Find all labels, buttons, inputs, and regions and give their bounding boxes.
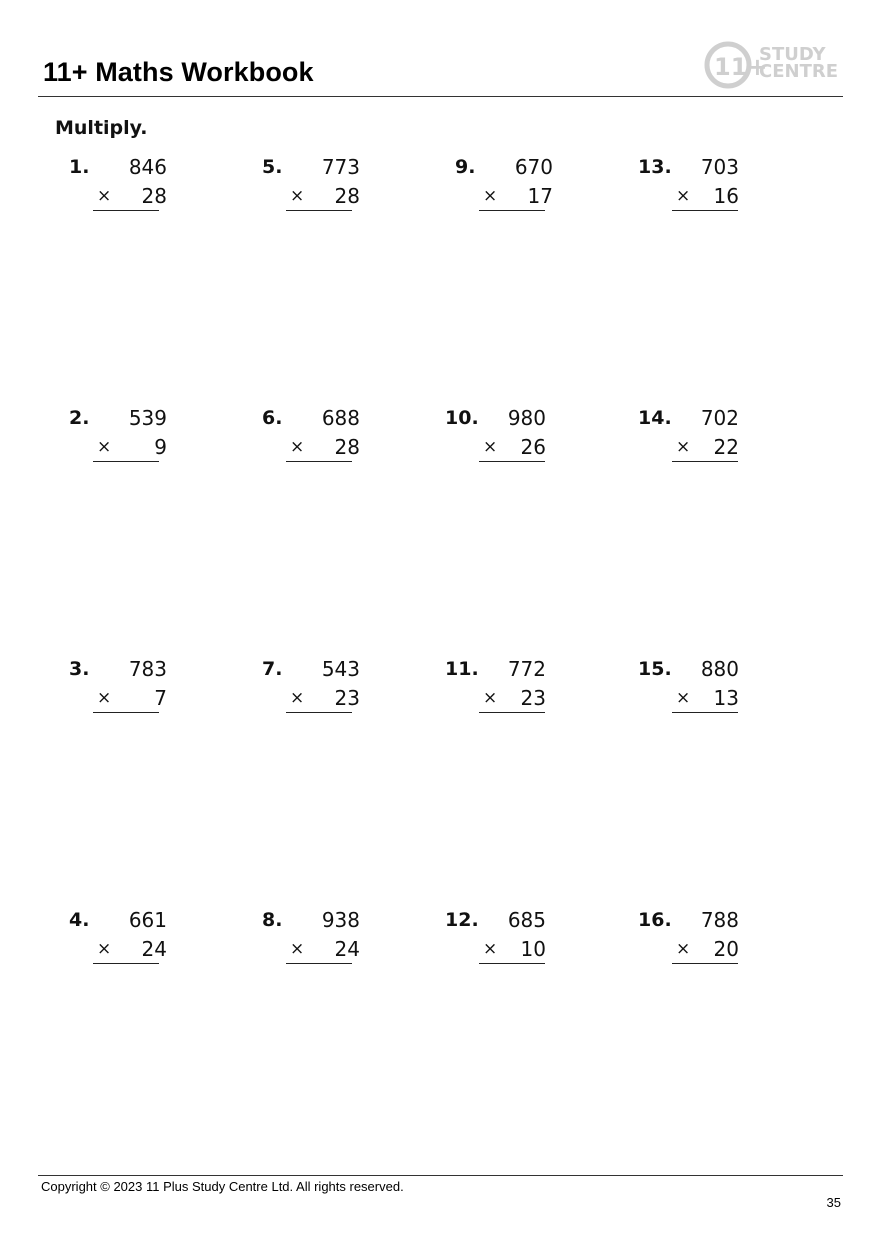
multiplicand: 772 [507, 657, 546, 681]
logo-mark: 11+ [714, 53, 768, 81]
multiplier: 28 [141, 184, 167, 208]
multiplicand: 670 [514, 155, 553, 179]
logo-circle-icon [703, 40, 768, 92]
instruction-text: Multiply. [55, 117, 148, 139]
multiplicand: 688 [321, 406, 360, 430]
problem-5 [262, 155, 392, 215]
problem-number: 5. [262, 156, 283, 178]
multiplier: 17 [527, 184, 553, 208]
times-sign: × [290, 688, 305, 708]
problem-number: 1. [69, 156, 90, 178]
problem-6 [262, 406, 392, 466]
multiplier: 26 [520, 435, 546, 459]
problem-1 [69, 155, 199, 215]
times-sign: × [676, 688, 691, 708]
multiplicand: 702 [700, 406, 739, 430]
problem-16 [638, 908, 778, 968]
times-sign: × [290, 939, 305, 959]
times-sign: × [97, 186, 112, 206]
times-sign: × [97, 939, 112, 959]
problem-10 [445, 406, 585, 466]
header-divider [38, 96, 843, 97]
answer-line [479, 210, 545, 211]
answer-line [479, 963, 545, 964]
multiplicand: 543 [321, 657, 360, 681]
problem-number: 14. [638, 407, 672, 429]
problem-number: 8. [262, 909, 283, 931]
multiplicand: 661 [128, 908, 167, 932]
answer-line [286, 461, 352, 462]
answer-line [93, 712, 159, 713]
multiplicand: 685 [507, 908, 546, 932]
multiplier: 28 [334, 184, 360, 208]
page-title: 11+ Maths Workbook [43, 57, 314, 87]
multiplicand: 980 [507, 406, 546, 430]
problem-number: 13. [638, 156, 672, 178]
problem-number: 16. [638, 909, 672, 931]
logo-wordmark [759, 46, 838, 80]
multiplier: 9 [154, 435, 167, 459]
times-sign: × [97, 437, 112, 457]
answer-line [672, 712, 738, 713]
problem-12 [445, 908, 585, 968]
problem-3 [69, 657, 199, 717]
answer-line [672, 461, 738, 462]
multiplier: 10 [520, 937, 546, 961]
copyright-notice: Copyright © 2023 11 Plus Study Centre Ltd. All rights reserved. [41, 1179, 404, 1194]
problem-14 [638, 406, 778, 466]
multiplier: 28 [334, 435, 360, 459]
multiplier: 16 [713, 184, 739, 208]
times-sign: × [483, 688, 498, 708]
problem-number: 3. [69, 658, 90, 680]
multiplier: 22 [713, 435, 739, 459]
problem-number: 9. [455, 156, 476, 178]
answer-line [93, 963, 159, 964]
multiplicand: 788 [700, 908, 739, 932]
times-sign: × [290, 437, 305, 457]
problem-9 [455, 155, 585, 215]
times-sign: × [97, 688, 112, 708]
multiplier: 13 [713, 686, 739, 710]
times-sign: × [483, 437, 498, 457]
problem-15 [638, 657, 778, 717]
answer-line [286, 210, 352, 211]
multiplicand: 703 [700, 155, 739, 179]
answer-line [479, 461, 545, 462]
multiplier: 7 [154, 686, 167, 710]
study-centre-logo [703, 40, 843, 92]
times-sign: × [483, 186, 498, 206]
answer-line [286, 963, 352, 964]
answer-line [286, 712, 352, 713]
multiplicand: 880 [700, 657, 739, 681]
problem-number: 15. [638, 658, 672, 680]
multiplicand: 846 [128, 155, 167, 179]
logo-line-study: STUDY [759, 44, 826, 65]
times-sign: × [483, 939, 498, 959]
multiplicand: 539 [128, 406, 167, 430]
problem-2 [69, 406, 199, 466]
problem-8 [262, 908, 392, 968]
problem-7 [262, 657, 392, 717]
answer-line [672, 210, 738, 211]
times-sign: × [676, 939, 691, 959]
multiplier: 20 [713, 937, 739, 961]
problem-number: 7. [262, 658, 283, 680]
problem-number: 6. [262, 407, 283, 429]
times-sign: × [676, 437, 691, 457]
problem-number: 11. [445, 658, 479, 680]
multiplier: 23 [334, 686, 360, 710]
footer-divider [38, 1175, 843, 1176]
answer-line [93, 210, 159, 211]
multiplier: 23 [520, 686, 546, 710]
multiplicand: 773 [321, 155, 360, 179]
answer-line [672, 963, 738, 964]
problem-13 [638, 155, 778, 215]
times-sign: × [290, 186, 305, 206]
answer-line [93, 461, 159, 462]
problem-number: 12. [445, 909, 479, 931]
problem-number: 2. [69, 407, 90, 429]
problem-4 [69, 908, 199, 968]
logo-line-centre: CENTRE [759, 61, 839, 82]
problem-number: 4. [69, 909, 90, 931]
times-sign: × [676, 186, 691, 206]
problem-number: 10. [445, 407, 479, 429]
multiplicand: 938 [321, 908, 360, 932]
multiplicand: 783 [128, 657, 167, 681]
page-number: 35 [826, 1195, 841, 1210]
multiplier: 24 [334, 937, 360, 961]
multiplier: 24 [141, 937, 167, 961]
problem-11 [445, 657, 585, 717]
answer-line [479, 712, 545, 713]
